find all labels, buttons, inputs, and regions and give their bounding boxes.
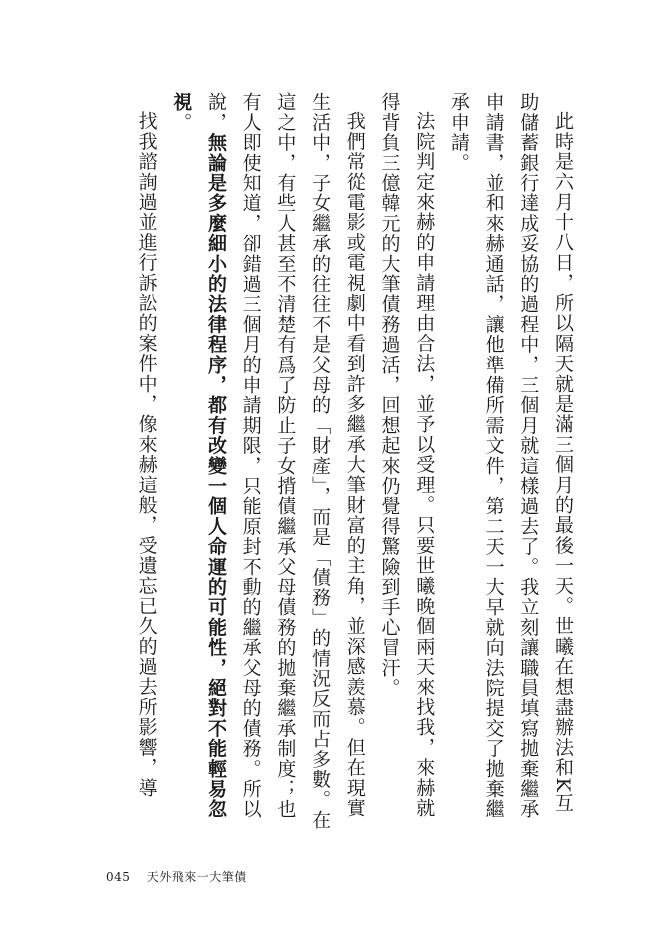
- page-number: 045: [106, 870, 131, 884]
- paragraph-2: [372, 92, 441, 832]
- paragraph-3: [164, 92, 372, 832]
- running-title: 天外飛來一大筆債: [146, 870, 247, 884]
- paragraph-3-end: 。: [170, 112, 193, 133]
- page-footer: [106, 868, 259, 885]
- paragraph-3-text: 我們常從電影或電視劇中看到許多繼承大筆財富的主角，並深感羨慕。但在現實生活中，子女繼承的往往不是父母的「財產」，而是「債務」的情況反而占多數。在這之中，有些人甚至不清楚有爲了防止子女揹債繼承父母債務的拋棄繼承制度；也有人即使知道，卻錯過三個月的申請期限，只能原封不動的繼承父母的債務。所以說，: [204, 92, 366, 830]
- body-text: [92, 92, 580, 832]
- paragraph-1-text: 此時是六月十八日，所以隔天就是滿三個月的最後一天。世曦在想盡辦法和K互助儲蓄銀行達成妥協的過程中，三個月就這樣過去了。我立刻讓職員填寫拋棄繼承申請書，並和來赫通話，讓他準備所需文件，第二天一大早就向法院提交了拋棄繼承申請。: [447, 92, 574, 820]
- paragraph-2-text: 法院判定來赫的申請理由合法，並予以受理。只要世曦晚個兩天來找我，來赫就得背負三億韓元的大筆債務過活，回想起來仍覺得驚險到手心冒汗。: [378, 92, 436, 818]
- paragraph-4-text: 找我諮詢過並進行訴訟的案件中，像來赫這般，受遺忘已久的過去所影響，導: [135, 111, 158, 798]
- paragraph-1: [441, 92, 580, 832]
- paragraph-3-emphasis: 無論是多麼細小的法律程序，都有改變一個人命運的可能性，絕對不能輕易忽視: [170, 92, 227, 820]
- paragraph-4: [129, 92, 164, 832]
